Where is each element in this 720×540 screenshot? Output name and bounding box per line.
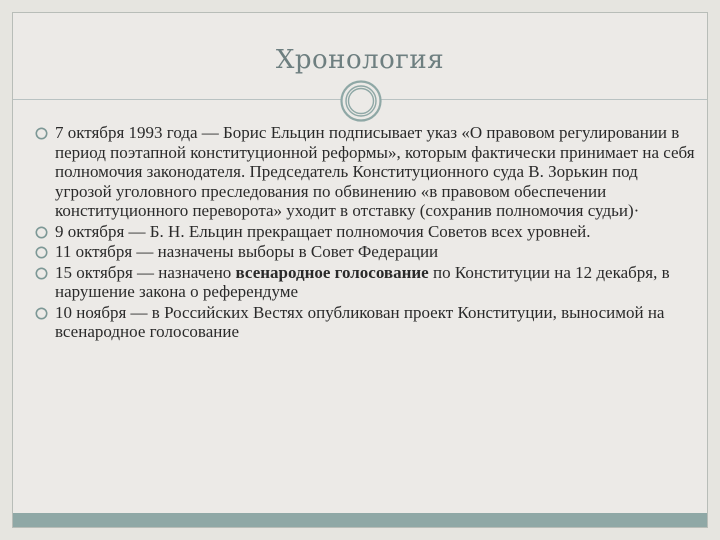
bullet-item-oct-9 (29, 222, 697, 242)
bullet-item-oct-7 (29, 123, 697, 221)
bullet-text-post: по Конституции на 12 декабря, в нарушение закона о референдуме (55, 262, 670, 301)
bullet-text: 11 октября — назначены выборы в Совет Федерации (55, 242, 439, 261)
bullet-text: 9 октября — Б. Н. Ельцин прекращает полномочия Советов всех уровней. (55, 221, 591, 241)
circle-bullet-icon (35, 307, 48, 320)
circle-bullet-icon (35, 226, 48, 239)
circle-bullet-icon (35, 127, 48, 140)
circle-bullet-icon (35, 267, 48, 280)
double-ring-ornament-icon (340, 80, 382, 122)
bullet-text: 10 ноября — в Российских Вестях опубликован проект Конституции, выносимой на всенародное голосование (55, 302, 665, 341)
bullet-item-oct-11 (29, 242, 697, 262)
slide (12, 12, 708, 528)
bullet-text: 7 октября 1993 года — Борис Ельцин подписывает указ «О правовом регулировании в период поэтапной конституционной реформы», которым фактически принимает на себя полномочия законодателя. Председатель Конституционного суда В. Зорькин под угрозой уголовного преследования по обвинению «в правовом обеспечении конституционного переворота» уходит в отставку (сохранив полномочия судьи)· (55, 123, 695, 220)
bullet-list (29, 123, 697, 342)
bullet-item-oct-15 (29, 263, 697, 302)
circle-bullet-icon (35, 246, 48, 259)
bottom-accent-band (13, 513, 707, 527)
bullet-text-pre: 15 октября — назначено (55, 262, 236, 282)
slide-title: Хронология (275, 45, 445, 75)
slide-content (29, 123, 697, 343)
bullet-text-bold: всенародное голосование (235, 262, 429, 282)
bullet-item-nov-10 (29, 303, 697, 342)
